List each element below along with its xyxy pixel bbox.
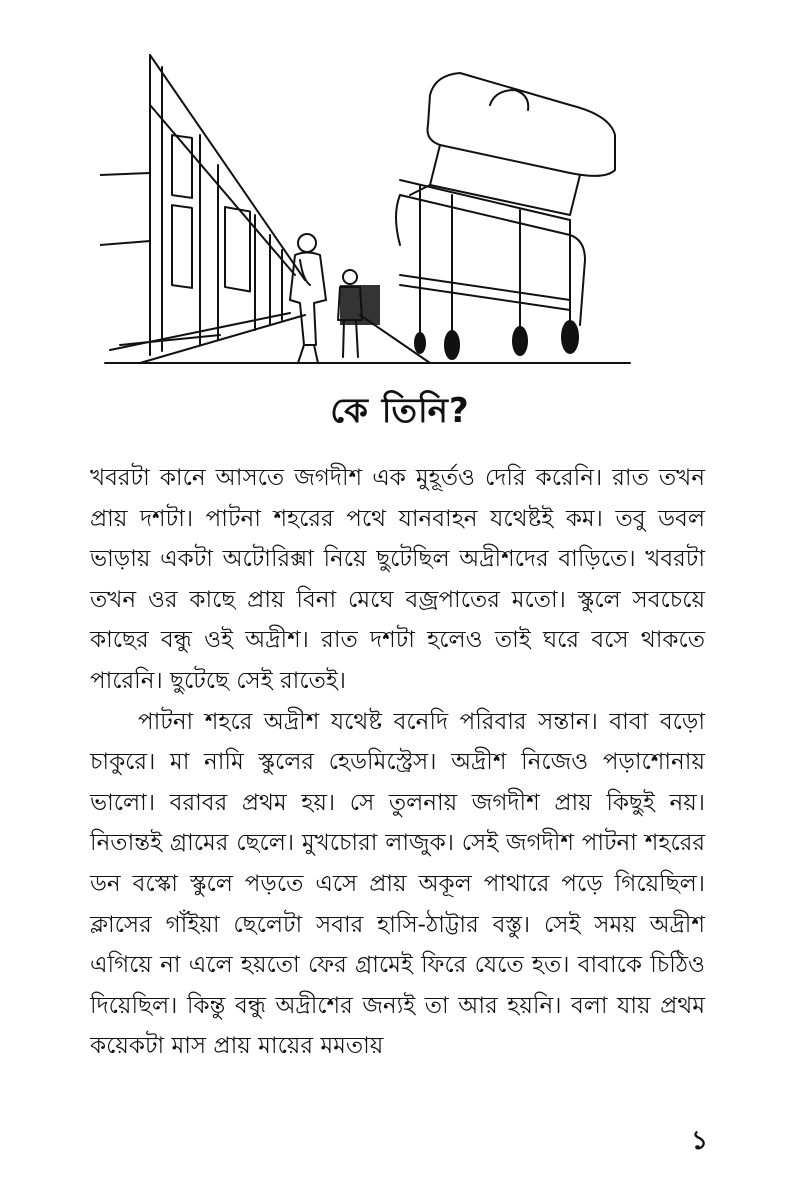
chapter-title: কে তিনি? xyxy=(330,391,470,431)
page-number: ১ xyxy=(691,1126,708,1156)
corridor-doorway xyxy=(340,285,380,325)
story-body xyxy=(90,458,705,1067)
stretcher xyxy=(396,73,615,359)
doctor-figure xyxy=(290,234,326,363)
corridor-left-wall xyxy=(100,55,305,355)
paragraph-1: খবরটা কানে আসতে জগদীশ এক মুহূর্তও দেরি করেনি। রাত তখন প্রায় দশটা। পাটনা শহরের পথে যানবাহন যথেষ্টই কম। তবু ডবল ভাড়ায় একটা অটোরিক্সা নিয়ে ছুটেছিল অদ্রীশদের বাড়িতে। খবরটা তখন ওর কাছে প্রায় বিনা মেঘে বজ্রপাতের মতো। স্কুলে সবচেয়ে কাছের বন্ধু ওই অদ্রীশ। রাত দশটা হলেও তাই ঘরে বসে থাকতে পারেনি। ছুটেছে সেই রাতেই। xyxy=(90,465,705,694)
paragraph-2: পাটনা শহরে অদ্রীশ যথেষ্ট বনেদি পরিবার সন্তান। বাবা বড়ো চাকুরে। মা নামি স্কুলের হেডমিস্ট্রেস। অদ্রীশ নিজেও পড়াশোনায় ভালো। বরাবর প্রথম হয়। সে তুলনায় জগদীশ প্রায় কিছুই নয়। নিতান্তই গ্রামের ছেলে। মুখচোরা লাজুক। সেই জগদীশ পাটনা শহরের ডন বস্কো স্কুলে পড়তে এসে প্রায় অকূল পাথারে পড়ে গিয়েছিল। ক্লাসের গাঁইয়া ছেলেটা সবার হাসি-ঠাট্টার বস্তু। সেই সময় অদ্রীশ এগিয়ে না এলে হয়তো ফের গ্রামেই ফিরে যেতে হত। বাবাকে চিঠিও দিয়েছিল। কিন্তু বন্ধু অদ্রীশের জন্যই তা আর হয়নি। বলা যায় প্রথম কয়েকটা মাস প্রায় মায়ের মমতায় xyxy=(90,708,705,1060)
hospital-corridor-illustration xyxy=(100,45,640,370)
